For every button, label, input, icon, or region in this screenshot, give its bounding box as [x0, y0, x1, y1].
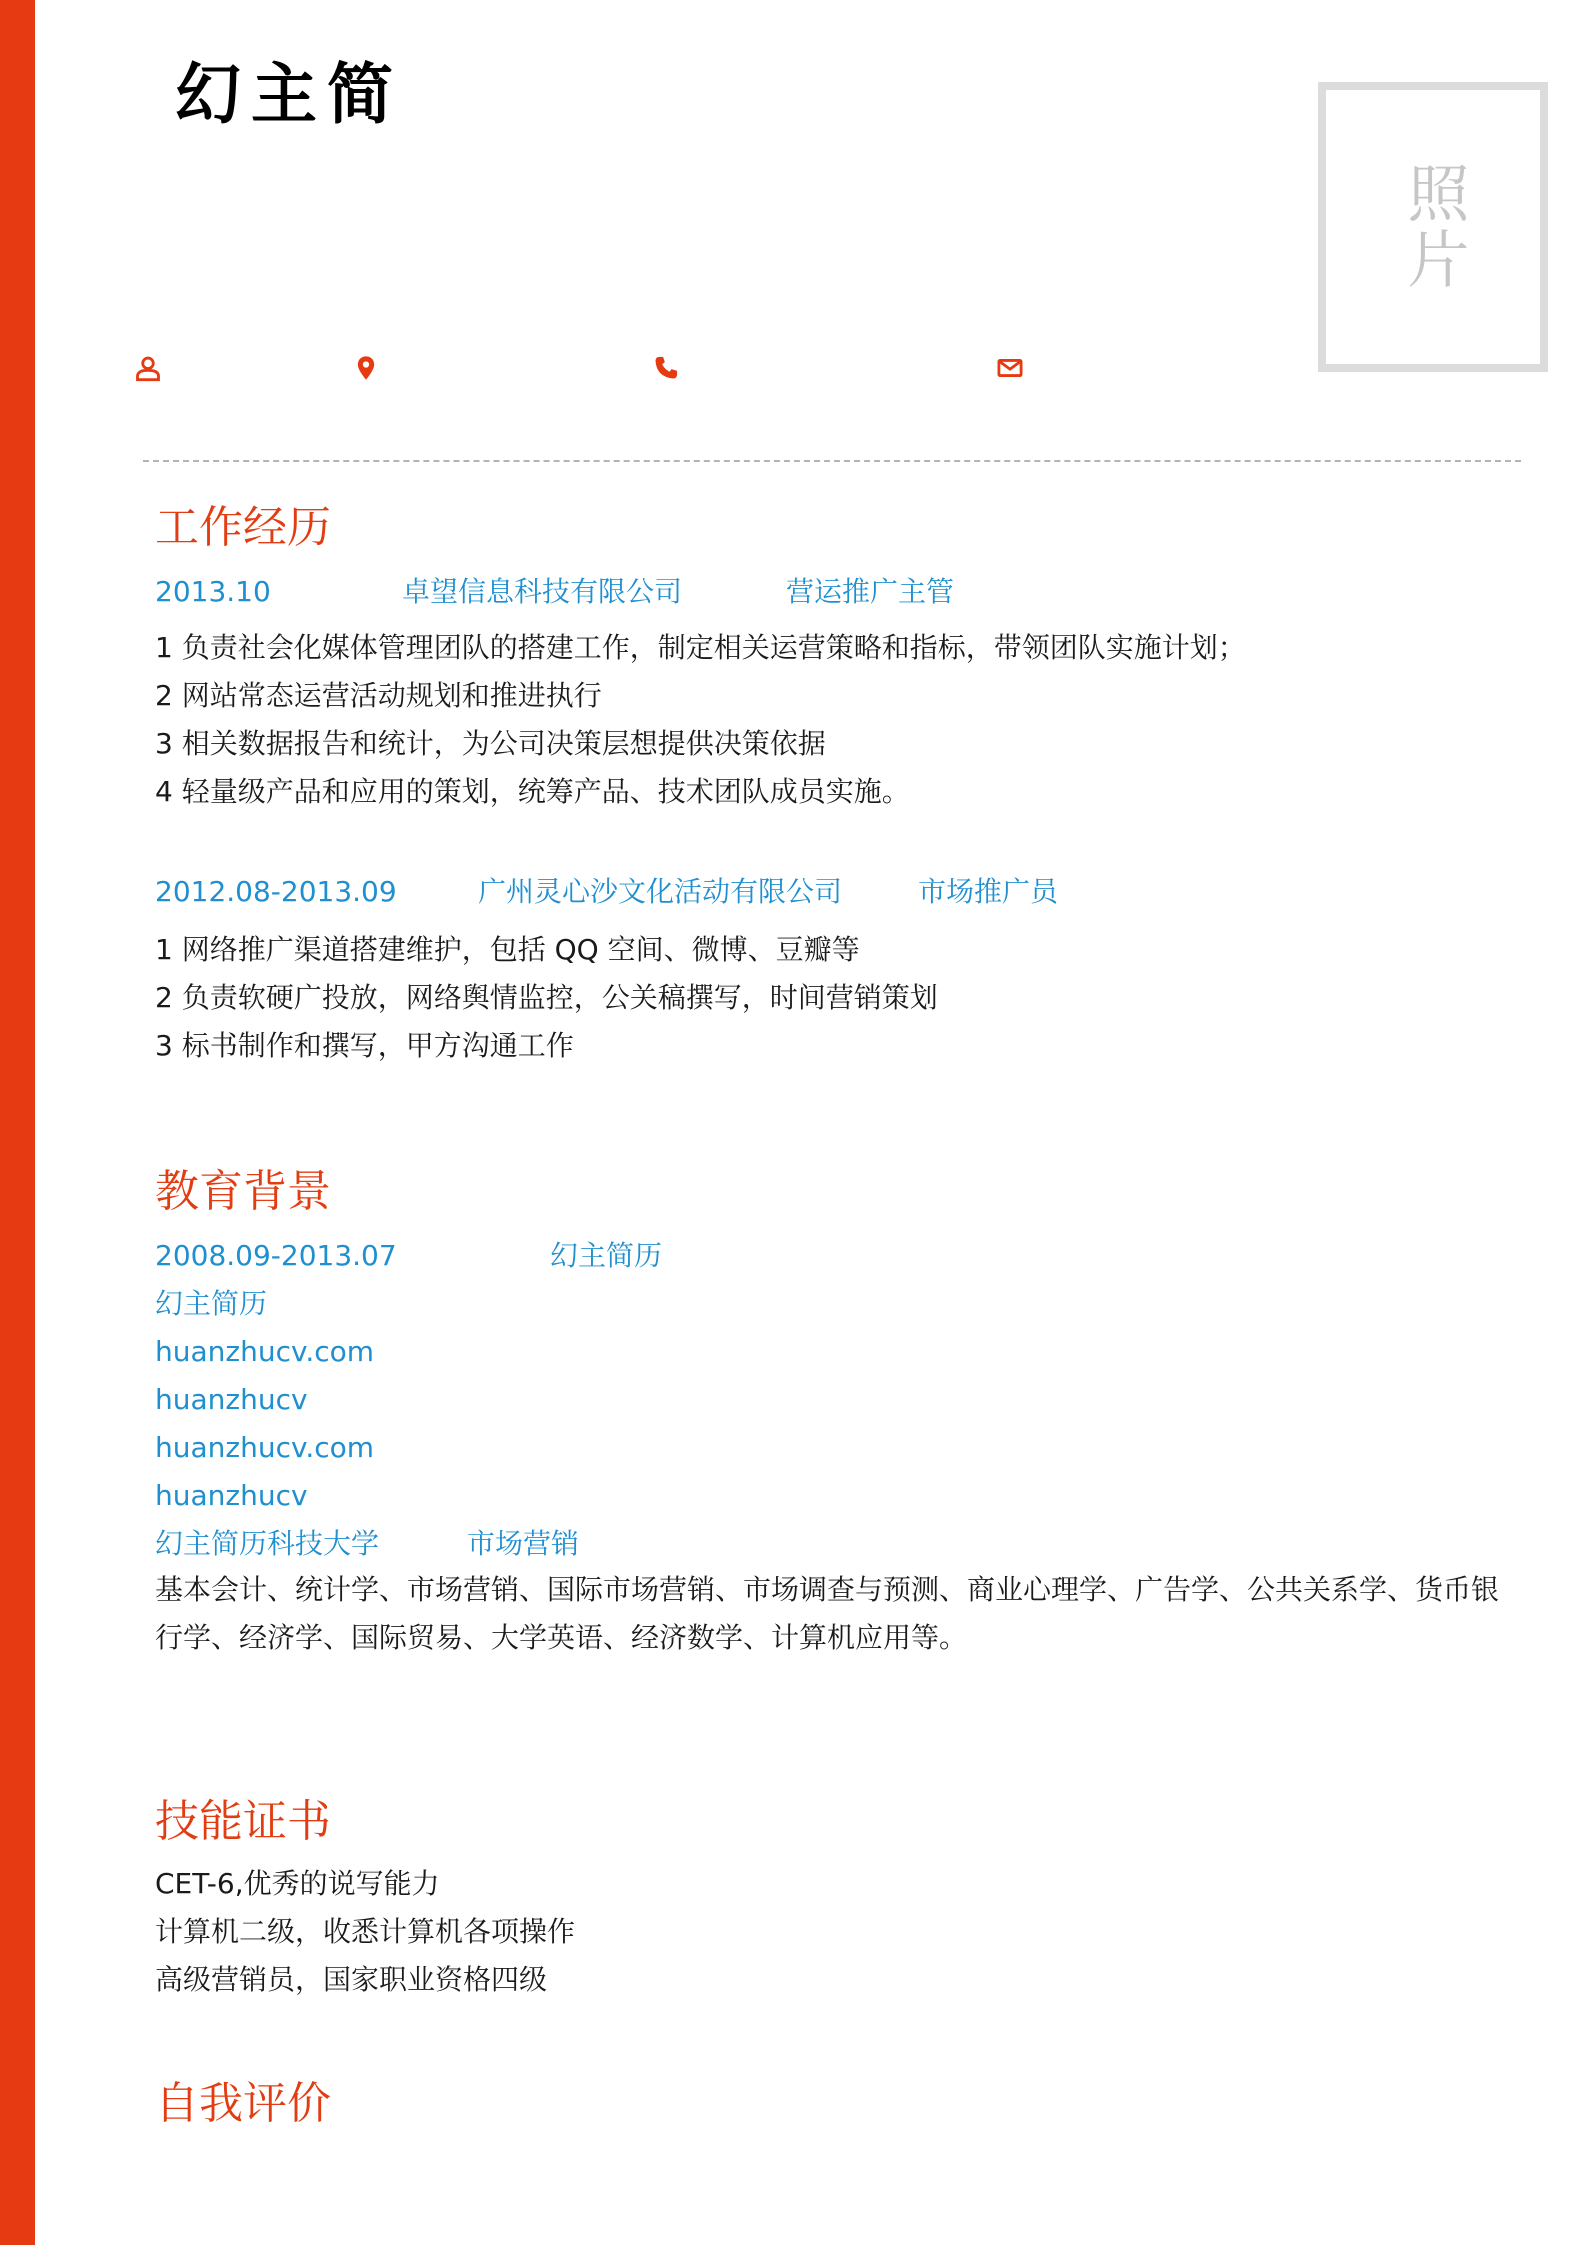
- job-2-duty: 1 网络推广渠道搭建维护，包括 QQ 空间、微博、豆瓣等: [155, 933, 860, 966]
- photo-label: 照片: [1397, 161, 1470, 293]
- edu-major: 市场营销: [467, 1527, 580, 1560]
- edu-university: 幻主简历科技大学: [155, 1527, 380, 1560]
- job-2-role: 市场推广员: [918, 875, 1059, 908]
- edu-line: huanzhucv.com: [155, 1335, 375, 1368]
- job-1-role: 营运推广主管: [786, 575, 955, 608]
- job-1-duty: 3 相关数据报告和统计，为公司决策层想提供决策依据: [155, 727, 826, 760]
- mail-icon: [996, 354, 1024, 382]
- section-title-skills: 技能证书: [155, 1796, 331, 1847]
- photo-placeholder: [1318, 82, 1548, 372]
- skill-item: 高级营销员，国家职业资格四级: [155, 1963, 548, 1996]
- user-icon: [134, 354, 162, 382]
- header-divider: [143, 460, 1521, 462]
- job-1-company: 卓望信息科技有限公司: [402, 575, 683, 608]
- name-title: 幻主简: [175, 56, 403, 133]
- phone-icon: [652, 354, 680, 382]
- skill-item: 计算机二级，收悉计算机各项操作: [155, 1915, 576, 1948]
- section-title-work: 工作经历: [155, 502, 331, 553]
- job-2-duty: 2 负责软硬广投放，网络舆情监控，公关稿撰写，时间营销策划: [155, 981, 938, 1014]
- edu-line: huanzhucv.com: [155, 1431, 375, 1464]
- location-icon: [352, 354, 380, 382]
- edu-courses: 基本会计、统计学、市场营销、国际市场营销、市场调查与预测、商业心理学、广告学、公共关系学、货币银行学、经济学、国际贸易、大学英语、经济数学、计算机应用等。: [155, 1573, 1500, 1654]
- section-title-self-eval: 自我评价: [155, 2078, 331, 2129]
- accent-bar: [0, 0, 35, 2245]
- job-1-duty: 1 负责社会化媒体管理团队的搭建工作，制定相关运营策略和指标，带领团队实施计划；: [155, 631, 1246, 664]
- job-2-date: 2012.08-2013.09: [155, 875, 397, 908]
- edu-date: 2008.09-2013.07: [155, 1239, 397, 1272]
- job-1-date: 2013.10: [155, 575, 271, 608]
- job-2-company: 广州灵心沙文化活动有限公司: [478, 875, 843, 908]
- job-1-duty: 4 轻量级产品和应用的策划，统筹产品、技术团队成员实施。: [155, 775, 910, 808]
- edu-line: huanzhucv: [155, 1479, 308, 1512]
- edu-line: 幻主简历: [155, 1287, 268, 1320]
- edu-line: huanzhucv: [155, 1383, 308, 1416]
- job-1-duty: 2 网站常态运营活动规划和推进执行: [155, 679, 602, 712]
- skill-item: CET-6,优秀的说写能力: [155, 1867, 440, 1900]
- job-2-duty: 3 标书制作和撰写，甲方沟通工作: [155, 1029, 574, 1062]
- edu-school: 幻主简历: [550, 1239, 663, 1272]
- section-title-education: 教育背景: [155, 1166, 331, 1217]
